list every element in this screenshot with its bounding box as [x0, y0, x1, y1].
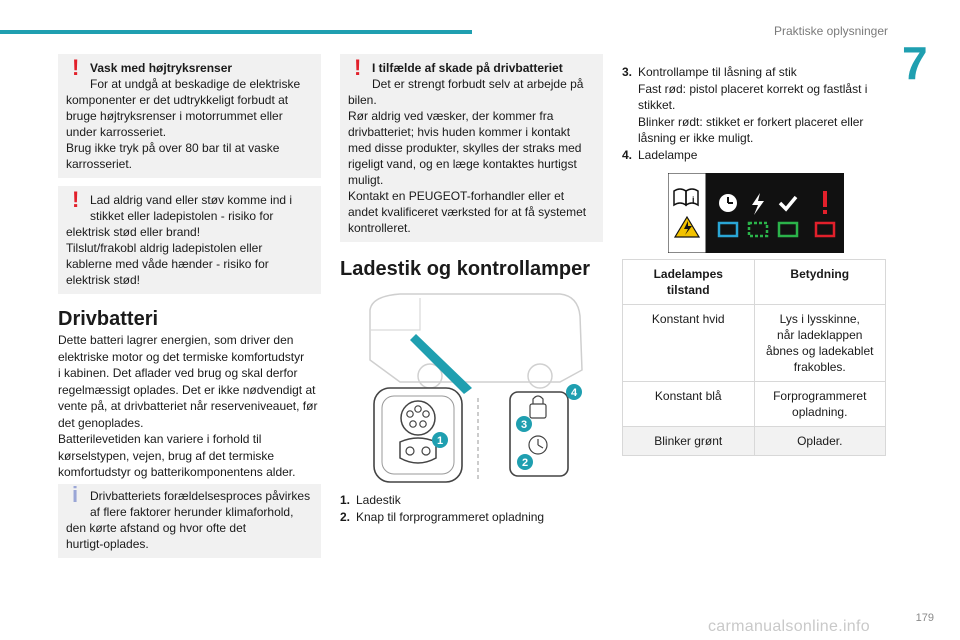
warning-text: kablerne med våde hænder - risiko for	[66, 257, 269, 271]
charge-lamp-table	[622, 259, 886, 456]
table-row	[623, 382, 886, 427]
warning-text: bruge højtryksrenser i motorrummet eller	[66, 109, 283, 123]
callout-label: 1	[436, 435, 444, 447]
info-text: af flere faktorer herunder klimaforhold,	[90, 505, 294, 519]
warning-text: rigeligt vand, og en læge kontaktes hurtigst	[348, 157, 577, 171]
legend-number: 4.	[622, 147, 633, 162]
cell-text: frakobles.	[793, 360, 846, 374]
callout-1	[432, 432, 448, 448]
warning-text: karrosseriet.	[66, 157, 133, 171]
header-text: Ladelampes	[653, 267, 723, 281]
table-cell-meaning	[754, 305, 886, 382]
warning-text: under karrosseriet.	[66, 125, 167, 139]
chapter-number: 7	[902, 37, 928, 89]
legend-item-3	[622, 64, 892, 163]
table-cell-meaning	[754, 382, 886, 427]
legend-text: Fast rød: pistol placeret korrekt og fastlåst i	[638, 81, 868, 96]
info-text: den kørte afstand og hvor ofte det	[66, 521, 247, 535]
warning-text: Brug ikke tryk på over 80 bar til at vaske	[66, 141, 280, 155]
table-cell-state: Konstant hvid	[623, 305, 755, 382]
paragraph-line: Batterilevetiden kan variere i forhold til	[58, 432, 262, 446]
callout-4	[566, 384, 582, 400]
legend-text: Knap til forprogrammeret opladning	[356, 509, 545, 524]
info-icon: i	[72, 482, 79, 507]
info-text: hurtigt-oplades.	[66, 537, 149, 551]
cell-text: opladning.	[792, 405, 848, 419]
legend-text: Blinker rødt: stikket er forkert placeret eller	[638, 114, 864, 129]
legend-text: Ladelampe	[638, 147, 698, 162]
table-header-row	[623, 260, 886, 305]
warning-text: med disse produkter, skylles der straks med	[348, 141, 582, 155]
watermark-text: carmanualsonline.info	[708, 618, 870, 635]
info-box-battery-aging	[58, 484, 321, 558]
charge-lamp-illustration	[668, 173, 844, 253]
warning-text: elektrisk stød!	[66, 273, 141, 287]
warning-icon: !	[72, 187, 80, 212]
warning-text: Det er strengt forbudt selv at arbejde på	[372, 77, 584, 91]
warning-title: Vask med højtryksrenser	[90, 61, 233, 75]
legend-item-1	[340, 492, 602, 509]
warning-text: Rør aldrig ved væsker, der kommer fra	[348, 109, 554, 123]
callout-3	[516, 416, 532, 432]
cell-text: åbnes og ladekablet	[766, 344, 874, 358]
warning-box-battery-damage	[340, 54, 603, 242]
cell-text: når ladeklappen	[777, 328, 863, 342]
table-cell-state: Blinker grønt	[623, 427, 755, 456]
warning-icon: !	[354, 55, 362, 80]
paragraph-line: regelmæssigt oplades. Det er ikke nødvendigt at	[58, 382, 316, 397]
callout-label: 4	[570, 387, 578, 399]
callout-label: 2	[521, 457, 529, 469]
warning-box-high-pressure	[58, 54, 321, 178]
callout-2	[517, 454, 533, 470]
header-accent-bar	[0, 30, 472, 34]
info-text: Drivbatteriets forældelsesproces påvirkes	[90, 489, 311, 503]
cell-text: Forprogrammeret	[773, 389, 867, 403]
warning-title: I tilfælde af skade på drivbatteriet	[372, 61, 563, 75]
warning-text: Kontakt en PEUGEOT-forhandler eller et	[348, 189, 565, 203]
paragraph-line: det genoplades.	[58, 415, 144, 430]
warning-text: Lad aldrig vand eller støv komme ind i	[90, 193, 293, 207]
paragraph-line: vente på, at drivbatteriet når reserveniveauet, før	[58, 399, 318, 413]
warning-text: muligt.	[348, 173, 384, 187]
legend-text: låsning er ikke muligt.	[638, 131, 754, 145]
paragraph-line: i kabinen. Det aflader ved brug og skal derfor	[58, 366, 298, 380]
legend-number: 3.	[622, 65, 633, 79]
legend-item-2	[340, 509, 602, 526]
warning-text: komponenter er det udtrykkeligt forbudt at	[66, 93, 289, 107]
svg-text:i: i	[692, 195, 695, 205]
legend-list	[340, 492, 602, 525]
pointer-arrow	[410, 334, 472, 394]
legend-number: 1.	[340, 493, 351, 507]
warning-text: For at undgå at beskadige de elektriske	[90, 77, 301, 91]
running-header: Praktiske oplysninger	[773, 24, 888, 38]
legend-text: Kontrollampe til låsning af stik	[638, 65, 797, 79]
header-text: tilstand	[666, 283, 710, 297]
paragraph-line: komfortudstyr og batterikomponentens alder.	[58, 465, 296, 479]
legend-text: Ladestik	[356, 493, 401, 507]
table-cell-meaning: Oplader.	[754, 427, 886, 456]
table-header-meaning: Betydning	[754, 260, 886, 305]
warning-text: elektrisk stød eller brand!	[66, 225, 201, 239]
clock-icon	[719, 194, 737, 212]
warning-text: andet kvalificeret værksted for at få systemet	[348, 205, 587, 219]
callout-label: 3	[520, 419, 528, 431]
section-heading-ladestik: Ladestik og kontrollamper	[340, 258, 591, 280]
table-row	[623, 305, 886, 382]
legend-text: stikket.	[638, 98, 676, 112]
warning-text: stikket eller ladepistolen - risiko for	[90, 209, 274, 223]
warning-text: Tilslut/frakobl aldrig ladepistolen eller	[66, 241, 263, 255]
paragraph-line: kørselstypen, vejen, brug af det termiske	[58, 448, 275, 463]
cell-text: Lys i lysskinne,	[779, 312, 860, 326]
paragraph-line: Dette batteri lagrer energien, som driver den	[58, 333, 294, 347]
warning-box-water-dust-text	[58, 186, 321, 294]
section-heading-drivbatteri: Drivbatteri	[58, 308, 159, 330]
page-number: 179	[915, 612, 934, 624]
warning-icon: !	[72, 55, 80, 80]
table-row	[623, 427, 886, 456]
warning-text: kontrolleret.	[348, 221, 411, 235]
charging-socket-illustration	[360, 290, 590, 486]
legend-number: 2.	[340, 509, 351, 524]
table-cell-state: Konstant blå	[623, 382, 755, 427]
exclamation-icon	[823, 191, 827, 214]
drivbatteri-paragraph	[58, 332, 324, 481]
table-header-state	[623, 260, 755, 305]
paragraph-line: elektriske motor og det termiske komfortudstyr	[58, 349, 305, 364]
warning-text: bilen.	[348, 93, 377, 107]
warning-text: drivbatteriet; hvis huden kommer i kontakt	[348, 125, 571, 139]
